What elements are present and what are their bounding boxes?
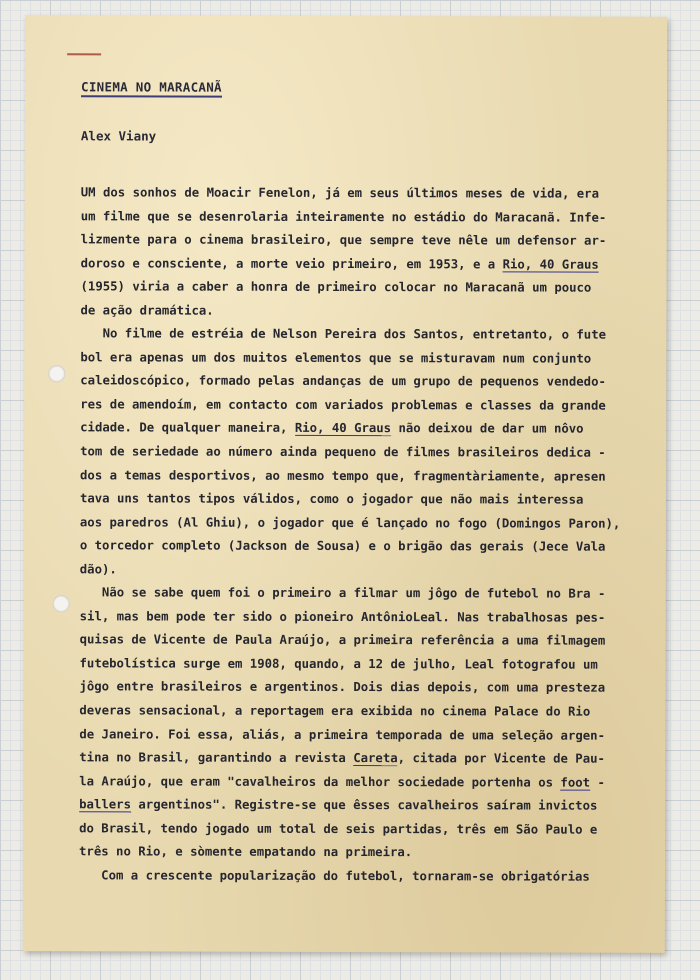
text-line: aos paredros (Al Ghiu), o jogador que é lançado no fogo (Domingos Paron), xyxy=(79,514,621,531)
text-line: deveras sensacional, a reportagem era exibida no cinema Palace do Rio xyxy=(79,703,591,719)
text-line: quisas de Vicente de Paula Araújo, a primeira referência a uma filmagem xyxy=(79,632,606,649)
body-text xyxy=(79,181,641,889)
text-line: doroso e consciente, a morte veio primeiro, em 1953, e a Rio, 40 Graus xyxy=(80,255,599,272)
typewritten-page xyxy=(23,15,667,953)
text-line: três no Rio, e sòmente empatando na primeira. xyxy=(79,844,413,860)
text-line: bol era apenas um dos muitos elementos que se misturavam num conjunto xyxy=(80,350,592,366)
underlined-title: ballers xyxy=(79,797,132,812)
underlined-title: Rio, 40 Graus xyxy=(294,421,392,436)
punch-hole xyxy=(48,365,65,382)
text-line: dão). xyxy=(79,562,117,577)
underlined-title: Rio, 40 Graus xyxy=(502,257,599,272)
text-line: de ação dramática. xyxy=(80,303,214,318)
text-line: tava uns tantos tipos válidos, como o jogador que não mais interessa xyxy=(79,491,584,507)
text-line: do Brasil, tendo jogado um total de seis partidas, três em São Paulo e xyxy=(79,821,598,837)
text-line: dos a temas desportivos, ao mesmo tempo que, fragmentàriamente, apresen xyxy=(80,467,606,484)
text-line: tom de seriedade ao número ainda pequeno de filmes brasileiros dedica - xyxy=(80,444,606,460)
text-line: o torcedor completo (Jackson de Sousa) e o brigão das gerais (Jece Vala xyxy=(79,538,606,554)
text-line: UM dos sonhos de Moacir Fenelon, já em seus últimos meses de vida, era xyxy=(80,185,600,201)
text-line: cidade. De qualquer maneira, Rio, 40 Graus não deixou de dar um nôvo xyxy=(80,420,584,437)
text-line: jôgo entre brasileiros e argentinos. Dois dias depois, com uma presteza xyxy=(79,679,606,696)
text-line: res de amendoím, em contacto com variados problemas e classes da grande xyxy=(80,397,606,413)
underlined-title: foot xyxy=(560,775,591,790)
text-line: futebolística surge em 1908, quando, a 12 de julho, Leal fotografou um xyxy=(79,656,598,672)
text-line: la Araújo, que eram "cavalheiros da melhor sociedade portenha os foot - xyxy=(79,773,605,790)
text-line: Com a crescente popularização do futebol, tornaram-se obrigatórias xyxy=(78,868,590,884)
text-line: caleidoscópico, formado pelas andanças de um grupo de pequenos vendedo- xyxy=(80,373,606,390)
text-line: Não se sabe quem foi o primeiro a filmar um jôgo de futebol no Bra - xyxy=(79,585,606,601)
text-line: (1955) viria a caber a honra de primeiro colocar no Maracanã um pouco xyxy=(80,279,592,295)
text-line: de Janeiro. Foi essa, aliás, a primeira temporada de uma seleção argen- xyxy=(79,726,606,743)
text-line: tina no Brasil, garantindo a revista Careta, citada por Vicente de Pau- xyxy=(79,750,605,766)
text-line: No filme de estréia de Nelson Pereira dos Santos, entretanto, o fute xyxy=(80,326,607,342)
red-pencil-mark xyxy=(67,53,101,55)
document-title: CINEMA NO MARACANÃ xyxy=(81,79,222,97)
text-line: lizmente para o cinema brasileiro, que sempre teve nêle um defensor ar- xyxy=(80,232,607,248)
punch-hole xyxy=(53,595,70,612)
author-name: Alex Viany xyxy=(80,128,157,144)
text-line: sil, mas bem pode ter sido o pioneiro AntônioLeal. Nas trabalhosas pes- xyxy=(79,609,606,625)
underlined-title: Careta xyxy=(353,751,398,766)
text-line: um filme que se desenrolaria inteiramente no estádio do Maracanã. Infe- xyxy=(80,208,607,225)
text-line: ballers argentinos". Registre-se que êsses cavalheiros saíram invictos xyxy=(79,797,598,813)
